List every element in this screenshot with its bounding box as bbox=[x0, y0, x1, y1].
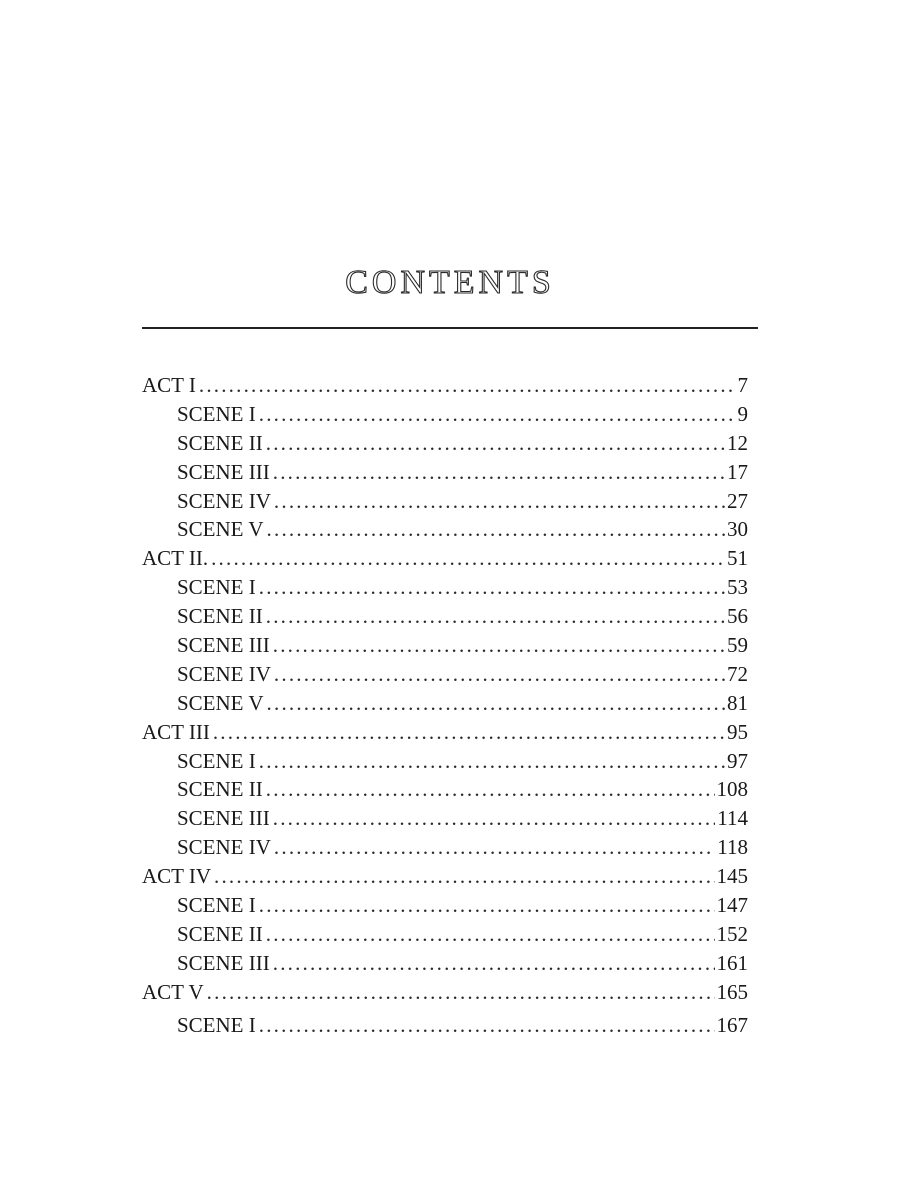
toc-entry-label: SCENE III bbox=[177, 950, 270, 975]
dot-leader bbox=[214, 862, 714, 891]
toc-entry-page: 12 bbox=[727, 430, 748, 455]
toc-entry-label: SCENE I bbox=[177, 1012, 256, 1037]
dot-leader bbox=[274, 833, 715, 862]
toc-entry-page: 165 bbox=[716, 979, 748, 1004]
toc-entry-label: SCENE I bbox=[177, 748, 256, 773]
toc-entry[interactable] bbox=[142, 400, 748, 429]
toc-entry[interactable] bbox=[142, 689, 748, 718]
toc-entry-label: SCENE II bbox=[177, 921, 263, 946]
toc-entry-label: SCENE III bbox=[177, 633, 270, 658]
toc-entry-page: 72 bbox=[727, 661, 748, 686]
toc-entry[interactable] bbox=[142, 660, 748, 689]
dot-leader bbox=[267, 689, 725, 718]
dot-leader bbox=[266, 775, 715, 804]
toc-entry[interactable] bbox=[142, 978, 748, 1007]
toc-entry-label: ACT IV bbox=[142, 864, 212, 889]
dot-leader bbox=[259, 400, 736, 429]
toc-entry-label: ACT III bbox=[142, 719, 210, 744]
toc-entry-page: 9 bbox=[737, 401, 748, 426]
dot-leader bbox=[213, 718, 725, 747]
toc-entry[interactable] bbox=[142, 775, 748, 804]
toc-entry-label: ACT V bbox=[142, 979, 204, 1004]
toc-entry-page: 81 bbox=[727, 690, 748, 715]
toc-entry[interactable] bbox=[142, 949, 748, 978]
toc-entry[interactable] bbox=[142, 1007, 748, 1039]
toc-entry-page: 7 bbox=[737, 373, 748, 397]
toc-entry-page: 51 bbox=[727, 546, 748, 571]
toc-entry[interactable] bbox=[142, 631, 748, 660]
table-of-contents bbox=[142, 371, 748, 1039]
dot-leader bbox=[273, 949, 715, 978]
toc-entry-label: SCENE II bbox=[177, 430, 263, 455]
toc-entry-label: SCENE II bbox=[177, 777, 263, 802]
toc-entry-label: SCENE IV bbox=[177, 661, 271, 686]
toc-entry-page: 97 bbox=[727, 748, 748, 773]
dot-leader bbox=[259, 1007, 715, 1043]
toc-entry-label: SCENE IV bbox=[177, 835, 271, 860]
toc-entry-page: 30 bbox=[727, 517, 748, 542]
toc-entry[interactable] bbox=[142, 458, 748, 487]
toc-entry-label: ACT I bbox=[142, 373, 196, 397]
dot-leader bbox=[259, 891, 715, 920]
toc-entry-page: 145 bbox=[716, 864, 748, 889]
toc-entry-label: ACT II. bbox=[142, 546, 209, 571]
dot-leader bbox=[274, 660, 725, 689]
title-divider bbox=[142, 327, 758, 329]
toc-entry[interactable] bbox=[142, 429, 748, 458]
dot-leader bbox=[207, 978, 715, 1007]
toc-entry[interactable] bbox=[142, 573, 748, 602]
toc-entry-page: 56 bbox=[727, 604, 748, 629]
toc-entry-label: SCENE V bbox=[177, 690, 264, 715]
toc-entry-page: 114 bbox=[717, 806, 748, 831]
dot-leader bbox=[199, 371, 736, 400]
toc-entry[interactable] bbox=[142, 920, 748, 949]
dot-leader bbox=[273, 631, 725, 660]
dot-leader bbox=[259, 573, 725, 602]
toc-entry-label: SCENE III bbox=[177, 459, 270, 484]
toc-entry[interactable] bbox=[142, 747, 748, 776]
toc-entry[interactable] bbox=[142, 371, 748, 400]
dot-leader bbox=[274, 487, 725, 516]
toc-entry[interactable] bbox=[142, 891, 748, 920]
toc-entry-page: 167 bbox=[716, 1012, 748, 1037]
toc-entry-page: 118 bbox=[717, 835, 748, 860]
toc-entry-page: 95 bbox=[727, 719, 748, 744]
toc-entry[interactable] bbox=[142, 487, 748, 516]
dot-leader bbox=[273, 804, 716, 833]
toc-entry-label: SCENE I bbox=[177, 893, 256, 918]
dot-leader bbox=[266, 602, 725, 631]
dot-leader bbox=[259, 747, 725, 776]
toc-entry-page: 27 bbox=[727, 488, 748, 513]
toc-entry-page: 152 bbox=[716, 921, 748, 946]
dot-leader bbox=[266, 429, 725, 458]
toc-entry[interactable] bbox=[142, 862, 748, 891]
toc-entry-label: SCENE I bbox=[177, 575, 256, 600]
dot-leader bbox=[273, 458, 725, 487]
toc-entry[interactable] bbox=[142, 515, 748, 544]
toc-entry-label: SCENE V bbox=[177, 517, 264, 542]
toc-entry-page: 17 bbox=[727, 459, 748, 484]
toc-entry[interactable] bbox=[142, 544, 748, 573]
toc-entry-label: SCENE IV bbox=[177, 488, 271, 513]
toc-entry-label: SCENE I bbox=[177, 401, 256, 426]
dot-leader bbox=[267, 515, 725, 544]
toc-entry[interactable] bbox=[142, 833, 748, 862]
dot-leader bbox=[211, 544, 725, 573]
toc-entry[interactable] bbox=[142, 718, 748, 747]
toc-entry-page: 147 bbox=[716, 893, 748, 918]
page-title: CONTENTS bbox=[345, 264, 555, 301]
toc-entry-label: SCENE III bbox=[177, 806, 270, 831]
toc-entry[interactable] bbox=[142, 804, 748, 833]
toc-entry[interactable] bbox=[142, 602, 748, 631]
toc-entry-page: 59 bbox=[727, 633, 748, 658]
dot-leader bbox=[266, 920, 715, 949]
toc-entry-page: 108 bbox=[716, 777, 748, 802]
toc-entry-label: SCENE II bbox=[177, 604, 263, 629]
toc-entry-page: 53 bbox=[727, 575, 748, 600]
toc-entry-page: 161 bbox=[716, 950, 748, 975]
